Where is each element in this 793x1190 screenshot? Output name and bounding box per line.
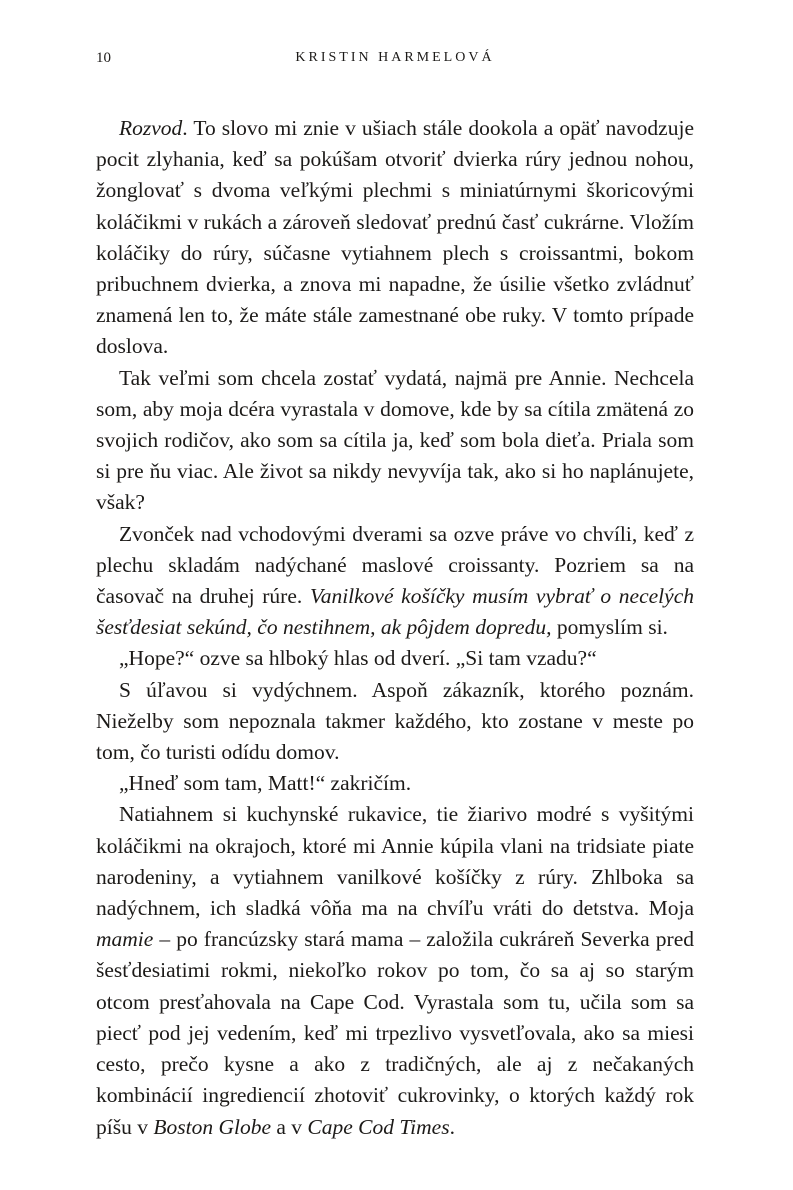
text-run: Zvonček nad vchodovými dverami sa ozve práve vo chvíli, keď z plechu skladám nadýchané maslové croissanty. Pozriem sa na časovač na druhej rúre. (96, 521, 694, 609)
paragraph (96, 519, 694, 644)
body-text (96, 113, 694, 1143)
text-run: S úľavou si vydýchnem. Aspoň zákazník, ktorého poznám. Nieželby som nepoznala takmer každého, kto zostane v meste po tom, čo turisti odídu domov. (96, 677, 694, 765)
paragraph (96, 363, 694, 519)
paragraph (96, 675, 694, 769)
text-run: „Hope?“ ozve sa hlboký hlas od dverí. „Si tam vzadu?“ (119, 646, 597, 671)
italic-text: Rozvod (119, 116, 183, 140)
text-run: . To slovo mi znie v ušiach stále dookola a opäť navodzuje pocit zlyhania, keď sa pokúšam otvoriť dvierka rúry jednou nohou, žonglovať s dvoma veľkými plechmi s miniatúrnymi škoricovými koláčikmi v rukách a zároveň sledovať prednú časť cukrárne. Vložím koláčiky do rúry, súčasne vytiahnem plech s croissantmi, bokom pribuchnem dvierka, a znova mi napadne, že úsilie všetko zvládnuť znamená len to, že máte stále zamestnané obe ruky. V tomto prípade doslova. (96, 116, 694, 359)
text-run: . (449, 1114, 455, 1139)
text-run: a v (271, 1114, 308, 1139)
text-run: Natiahnem si kuchynské rukavice, tie žiarivo modré s vyšitými koláčikmi na okrajoch, ktoré mi Annie kúpila vlani na tridsiate piate narodeniny, a vytiahnem vanilkové košíčky z rúry. Zhlboka sa nadýchnem, ich sladká vôňa ma na chvíľu vráti do detstva. Moja (96, 802, 694, 921)
text-run: „Hneď som tam, Matt!“ zakričím. (119, 771, 412, 796)
text-run: Tak veľmi som chcela zostať vydatá, najmä pre Annie. Nechcela som, aby moja dcéra vyrastala v domove, kde by sa cítila zmätená zo svojich rodičov, ako som sa cítila ja, keď som bola dieťa. Priala som si pre ňu viac. Ale život sa nikdy nevyvíja tak, ako si ho naplánujete, však? (96, 365, 694, 515)
page-number: 10 (96, 50, 111, 66)
paragraph (96, 768, 694, 799)
italic-text: Vanilkové košíčky musím vybrať o necelých šesťdesiat sekúnd, čo nestihnem, ak pôjdem dopredu, (96, 584, 694, 640)
italic-text: mamie (96, 927, 154, 952)
paragraph (96, 799, 694, 1142)
paragraph (96, 113, 694, 363)
paragraph (96, 643, 694, 674)
italic-text: Cape Cod Times (307, 1114, 450, 1139)
running-head: KRISTIN HARMELOVÁ (295, 50, 495, 65)
italic-text: Boston Globe (153, 1114, 271, 1139)
page-header (96, 50, 694, 72)
text-run: pomyslím si. (551, 615, 668, 640)
text-run: – po francúzsky stará mama – založila cukráreň Severka pred šesťdesiatimi rokmi, niekoľko rokov po tom, čo sa aj so starým otcom presťahovala na Cape Cod. Vyrastala som tu, učila som sa piecť pod jej vedením, keď mi trpezlivo vysvetľovala, ako sa miesi cesto, prečo kysne a ako z tradičných, ale aj z nečakaných kombinácií ingrediencií zhotoviť cukrovinky, o ktorých každý rok píšu v (96, 927, 694, 1139)
